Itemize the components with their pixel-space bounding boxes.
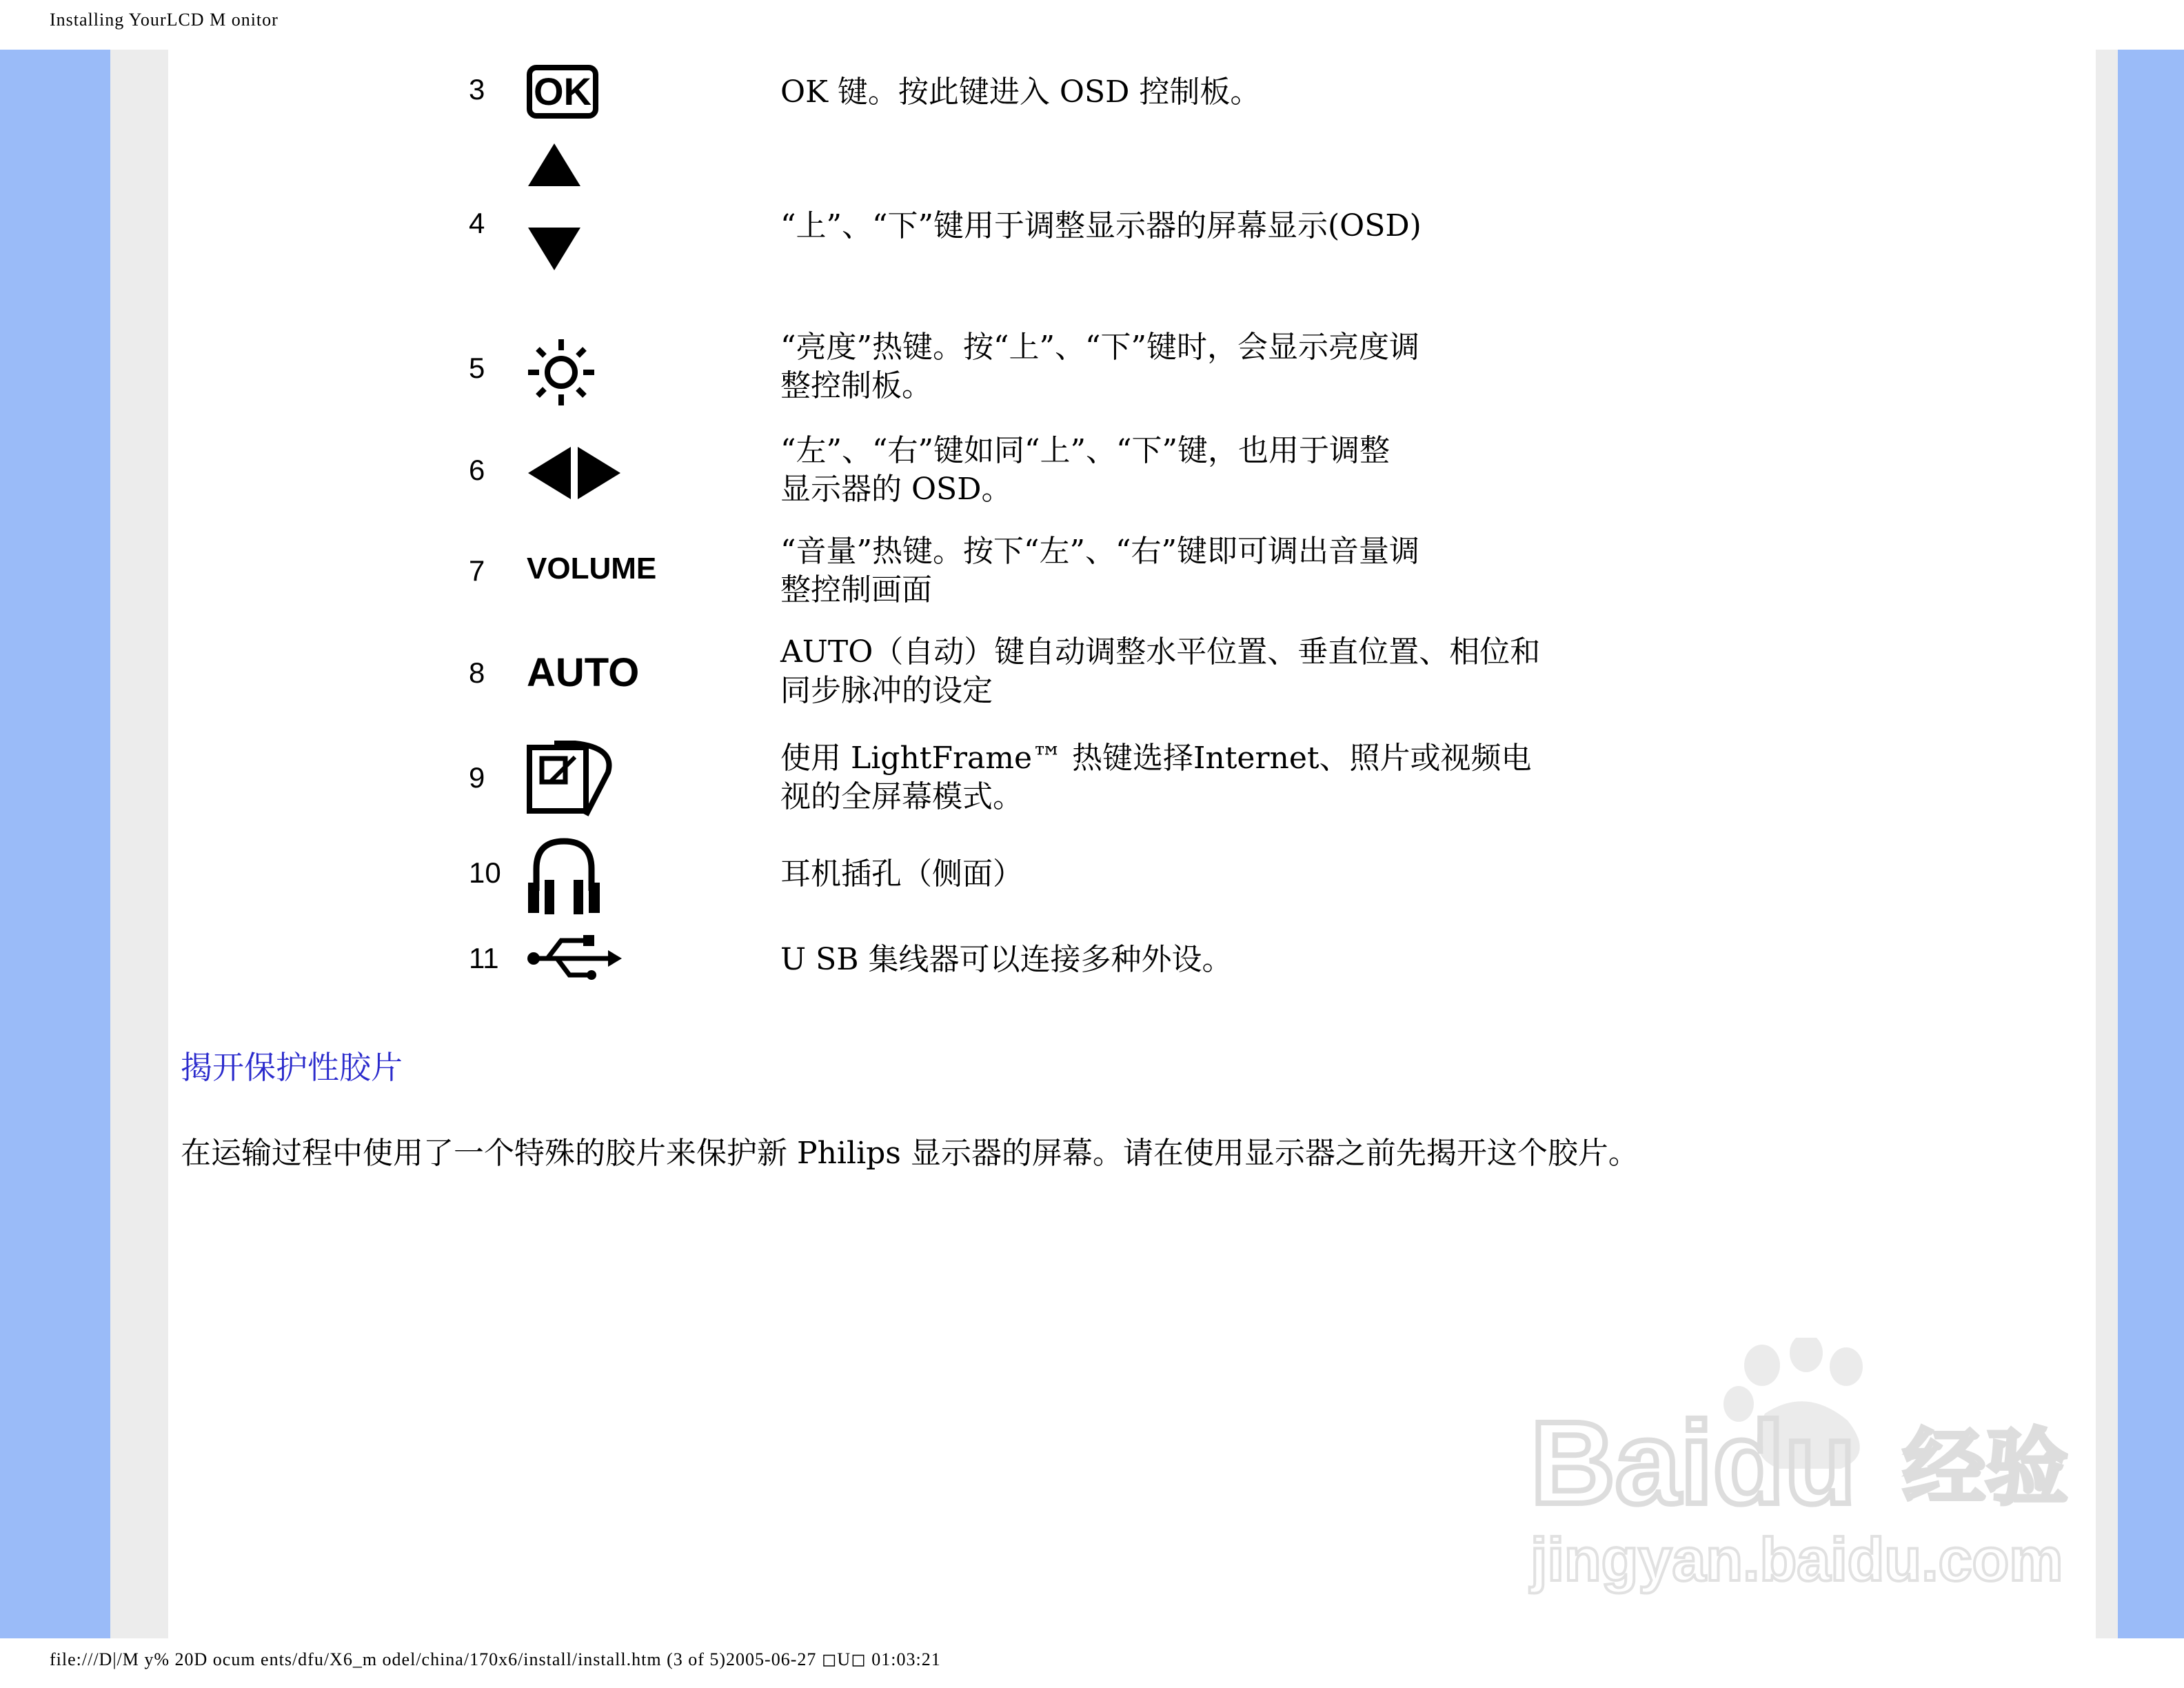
brightness-icon [527, 338, 596, 410]
list-item [469, 328, 1572, 418]
svg-text:Baidu: Baidu [1530, 1398, 1857, 1529]
item-description [780, 855, 1566, 894]
desc-line: AUTO（自动）键自动调整水平位置、垂直位置、相位和 [780, 634, 1541, 670]
item-number: 4 [469, 207, 485, 239]
desc-line: “左”、“右”键如同“上”、“下”键，也用于调整 [780, 433, 1390, 468]
desc-line: “亮度”热键。按“上”、“下”键时，会显示亮度调 [780, 330, 1419, 365]
left-blue-margin [0, 50, 110, 1638]
item-number: 10 [469, 856, 501, 889]
desc-line: U SB 集线器可以连接多种外设。 [780, 942, 1233, 977]
desc-line: “上”、“下”键用于调整显示器的屏幕显示(OSD) [780, 208, 1422, 243]
list-item [469, 532, 1572, 622]
list-item [469, 633, 1572, 723]
section-body: 在运输过程中使用了一个特殊的胶片来保护新 Philips 显示器的屏幕。请在使用显示器之前先揭开这个胶片。 [181, 1136, 1639, 1171]
item-description [780, 633, 1566, 710]
item-number: 6 [469, 454, 485, 486]
headphone-icon [527, 836, 603, 918]
desc-line: 显示器的 OSD。 [780, 472, 1012, 507]
item-description [780, 73, 1566, 112]
list-item [469, 432, 1572, 521]
item-number: 7 [469, 554, 485, 587]
item-number: 3 [469, 73, 485, 106]
item-description [780, 739, 1566, 816]
list-item [469, 836, 1572, 918]
baidu-watermark-logo [1517, 1338, 2068, 1600]
list-item [469, 61, 1572, 137]
item-description [780, 941, 1566, 979]
svg-text:jingyan.baidu.com: jingyan.baidu.com [1530, 1525, 2063, 1594]
list-item [469, 924, 1572, 993]
ok-icon [527, 65, 598, 123]
up-down-arrows-icon [527, 141, 582, 274]
desc-line: 整控制板。 [780, 368, 932, 403]
desc-line: 同步脉冲的设定 [780, 673, 993, 708]
svg-text:经验: 经验 [1903, 1420, 2068, 1516]
list-item [469, 736, 1572, 833]
item-description [780, 207, 1566, 245]
item-number: 11 [469, 942, 499, 974]
item-description [780, 532, 1566, 610]
lightframe-icon [527, 741, 616, 821]
desc-line: 整控制画面 [780, 572, 932, 607]
usb-icon [527, 932, 623, 983]
left-gray-margin [110, 50, 168, 1638]
item-description [780, 432, 1566, 509]
item-description [780, 328, 1566, 405]
print-header: Installing YourLCD M onitor [50, 10, 279, 30]
auto-key-label: AUTO [527, 650, 640, 695]
item-number: 8 [469, 656, 485, 689]
list-item [469, 138, 1572, 276]
print-footer: file:///D|/M y% 20D ocum ents/dfu/X6_m odel/china/170x6/install/install.htm (3 of 5)2005-06-27 ◻U◻ 01:03:21 [50, 1649, 941, 1669]
desc-line: 耳机插孔（侧面） [780, 856, 1023, 892]
item-number: 5 [469, 352, 485, 384]
right-gray-margin [2096, 50, 2118, 1638]
left-right-arrows-icon [527, 445, 623, 503]
volume-key-label: VOLUME [527, 552, 657, 585]
desc-line: 视的全屏幕模式。 [780, 779, 1023, 814]
item-number: 9 [469, 761, 485, 794]
desc-line: 使用 LightFrame™ 热键选择Internet、照片或视频电 [780, 741, 1532, 776]
svg-text:OK: OK [534, 70, 592, 113]
section-title: 揭开保护性胶片 [181, 1049, 403, 1086]
right-blue-margin [2118, 50, 2184, 1638]
desc-line: OK 键。按此键进入 OSD 控制板。 [780, 74, 1261, 110]
desc-line: “音量”热键。按下“左”、“右”键即可调出音量调 [780, 534, 1419, 569]
